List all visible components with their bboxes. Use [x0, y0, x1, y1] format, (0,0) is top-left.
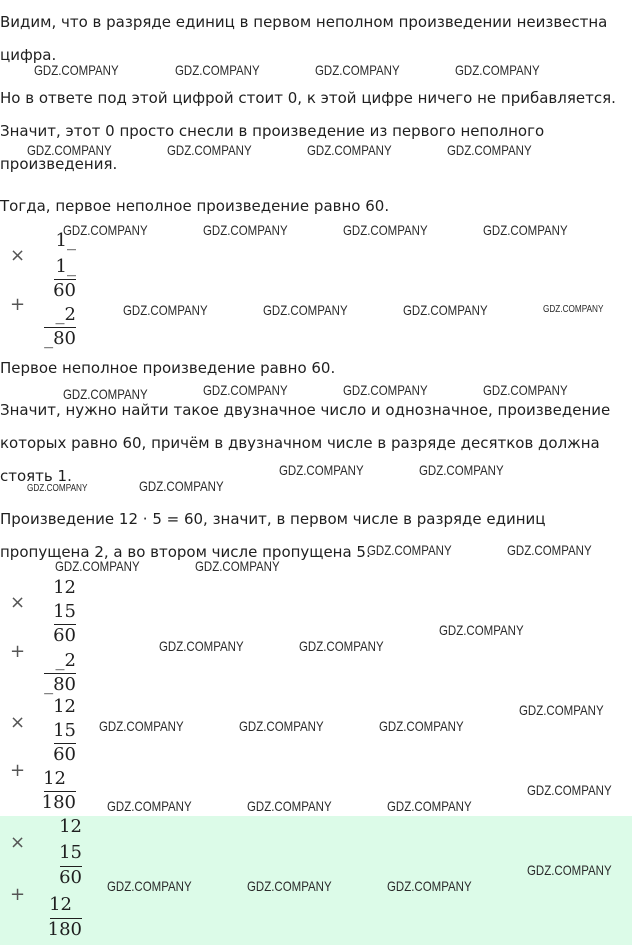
paragraph-5: Первое неполное произведение равно 60. [0, 359, 336, 377]
partial-product-2: 12 [49, 894, 72, 915]
product: 180 [47, 919, 82, 940]
plus-sign: + [10, 294, 26, 315]
watermark: GDZ.COMPANY [483, 382, 568, 398]
watermark: GDZ.COMPANY [447, 142, 532, 158]
multiplicand: 12 [59, 816, 82, 837]
watermark: GDZ.COMPANY [159, 638, 244, 654]
watermark: GDZ.COMPANY [387, 798, 472, 814]
watermark: GDZ.COMPANY [195, 558, 280, 574]
calculation-2 [0, 575, 632, 699]
multiplicand: 1_ [55, 230, 76, 251]
watermark: GDZ.COMPANY [175, 62, 260, 78]
paragraph-7: Произведение 12 · 5 = 60, значит, в первом числе в разряде единиц пропущена 2, а во втором числе пропущена 5. [0, 510, 546, 561]
plus-sign: + [10, 884, 26, 905]
times-sign: × [10, 832, 26, 853]
partial-product-2: _2 [55, 304, 76, 325]
watermark: GDZ.COMPANY [307, 142, 392, 158]
watermark: GDZ.COMPANY [507, 542, 592, 558]
watermark: GDZ.COMPANY [455, 62, 540, 78]
partial-product-1: 60 [59, 867, 82, 888]
watermark: GDZ.COMPANY [263, 302, 348, 318]
multiplier: 1_ [55, 256, 76, 277]
watermark: GDZ.COMPANY [247, 878, 332, 894]
paragraph-1: Видим, что в разряде единиц в первом неполном произведении неизвестна цифра. [0, 13, 608, 64]
watermark: GDZ.COMPANY [315, 62, 400, 78]
watermark: GDZ.COMPANY [419, 462, 504, 478]
partial-product-2: 12 [43, 768, 66, 789]
plus-sign: + [10, 641, 26, 662]
multiplier: 15 [53, 720, 76, 741]
calculation-1 [0, 228, 632, 352]
watermark: GDZ.COMPANY [123, 302, 208, 318]
paragraph-4: Тогда, первое неполное произведение равно 60. [0, 197, 390, 215]
watermark: GDZ.COMPANY [107, 798, 192, 814]
watermark: GDZ.COMPANY [343, 382, 428, 398]
partial-product-1: 60 [53, 625, 76, 646]
watermark: GDZ.COMPANY [279, 462, 364, 478]
watermark: GDZ.COMPANY [34, 62, 119, 78]
watermark: GDZ.COMPANY [139, 478, 224, 494]
product: 180 [41, 792, 76, 813]
paragraph-2: Но в ответе под этой цифрой стоит 0, к этой цифре ничего не прибавляется. [0, 89, 616, 107]
watermark: GDZ.COMPANY [403, 302, 488, 318]
partial-product-1: 60 [53, 280, 76, 301]
times-sign: × [10, 712, 26, 733]
watermark: GDZ.COMPANY [203, 222, 288, 238]
watermark: GDZ.COMPANY [519, 702, 604, 718]
watermark: GDZ.COMPANY [167, 142, 252, 158]
watermark: GDZ.COMPANY [483, 222, 568, 238]
watermark: GDZ.COMPANY [55, 558, 140, 574]
watermark: GDZ.COMPANY [527, 782, 612, 798]
watermark: GDZ.COMPANY [439, 622, 524, 638]
multiplicand: 12 [53, 577, 76, 598]
watermark: GDZ.COMPANY [27, 142, 112, 158]
product: _80 [44, 674, 76, 695]
watermark: GDZ.COMPANY [99, 718, 184, 734]
times-sign: × [10, 245, 26, 266]
paragraph-3: Значит, этот 0 просто снесли в произведение из первого неполного произведения. [0, 122, 545, 173]
times-sign: × [10, 592, 26, 613]
watermark: GDZ.COMPANY [27, 483, 88, 494]
watermark: GDZ.COMPANY [387, 878, 472, 894]
plus-sign: + [10, 760, 26, 781]
watermark: GDZ.COMPANY [239, 718, 324, 734]
watermark: GDZ.COMPANY [247, 798, 332, 814]
watermark: GDZ.COMPANY [299, 638, 384, 654]
partial-product-1: 60 [53, 744, 76, 765]
product: _80 [44, 328, 76, 349]
partial-product-2: _2 [55, 650, 76, 671]
watermark: GDZ.COMPANY [527, 862, 612, 878]
multiplier: 15 [59, 842, 82, 863]
multiplicand: 12 [53, 696, 76, 717]
watermark: GDZ.COMPANY [63, 222, 148, 238]
watermark: GDZ.COMPANY [343, 222, 428, 238]
watermark: GDZ.COMPANY [379, 718, 464, 734]
watermark: GDZ.COMPANY [107, 878, 192, 894]
paragraph-6: Значит, нужно найти такое двузначное число и однозначное, произведение которых равно 60, причём в двузначном числе в разряде десятков должна стоять 1. [0, 401, 611, 485]
watermark: GDZ.COMPANY [367, 542, 452, 558]
watermark: GDZ.COMPANY [543, 304, 604, 315]
multiplier: 15 [53, 601, 76, 622]
watermark: GDZ.COMPANY [203, 382, 288, 398]
watermark: GDZ.COMPANY [63, 386, 148, 402]
